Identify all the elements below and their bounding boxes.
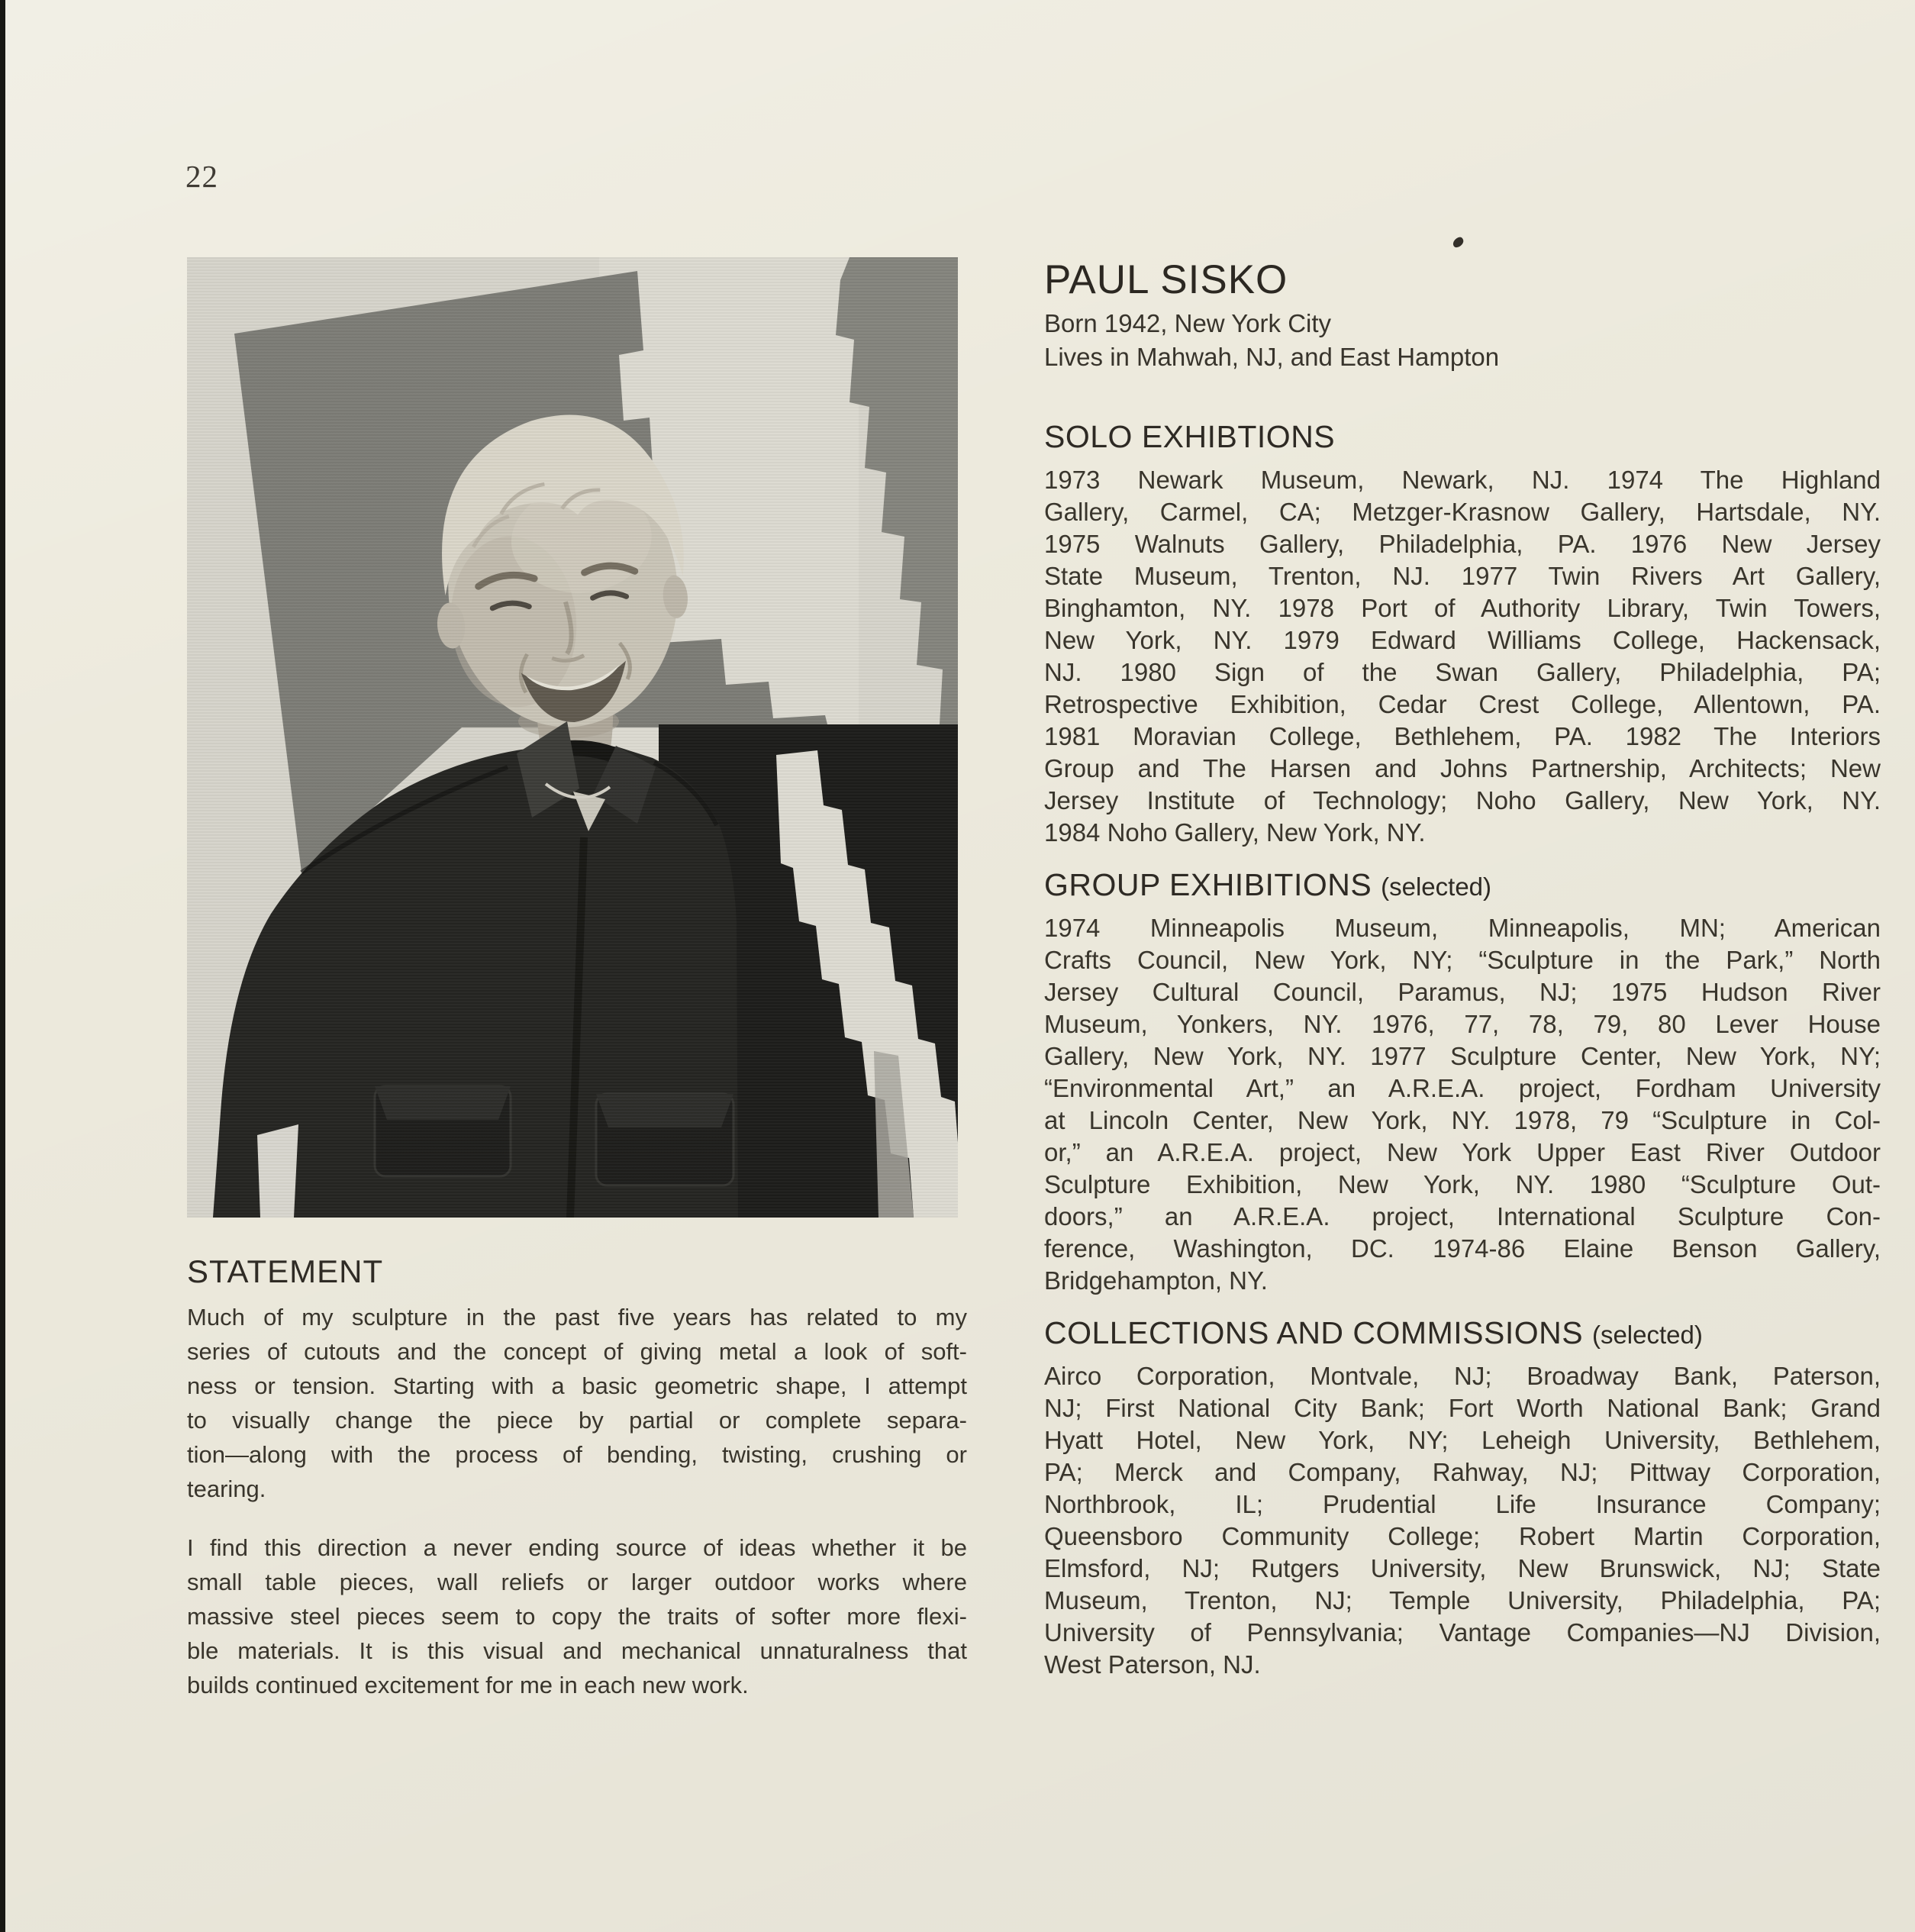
text-line: “Environmental Art,” an A.R.E.A. project, Fordham University (1044, 1074, 1881, 1102)
group-exhibitions-section (1044, 866, 1881, 1297)
statement-paragraph (187, 1530, 967, 1702)
solo-exhibitions-text (1044, 464, 1881, 849)
text-line: Much of my sculpture in the past five years has related to my (187, 1304, 967, 1330)
text-line: Elmsford, NJ; Rutgers University, New Brunswick, NJ; State (1044, 1554, 1881, 1582)
statement-heading: STATEMENT (187, 1253, 384, 1289)
text-line: New York, NY. 1979 Edward Williams College, Hackensack, (1044, 626, 1881, 654)
collections-commissions-section (1044, 1314, 1881, 1681)
text-line: tion—along with the process of bending, twisting, crushing or (187, 1441, 967, 1468)
text-line: Airco Corporation, Montvale, NJ; Broadway Bank, Paterson, (1044, 1362, 1881, 1390)
portrait-photo (187, 257, 958, 1218)
artist-lives: Lives in Mahwah, NJ, and East Hampton (1044, 343, 1500, 371)
text-line: Hyatt Hotel, New York, NY; Leheigh University, Bethlehem, (1044, 1426, 1881, 1454)
statement-section (187, 1253, 967, 1702)
text-line: Binghamton, NY. 1978 Port of Authority Library, Twin Towers, (1044, 594, 1881, 622)
section-heading-text: GROUP EXHIBITIONS (1044, 867, 1372, 902)
text-line: Museum, Yonkers, NY. 1976, 77, 78, 79, 80 Lever House (1044, 1010, 1881, 1038)
text-line: ness or tension. Starting with a basic geometric shape, I attempt (187, 1372, 967, 1399)
text-line: NJ. 1980 Sign of the Swan Gallery, Philadelphia, PA; (1044, 658, 1881, 686)
text-line: PA; Merck and Company, Rahway, NJ; Pittway Corporation, (1044, 1458, 1881, 1486)
text-line: Crafts Council, New York, NY; “Sculpture in the Park,” North (1044, 946, 1881, 974)
text-line: or,” an A.R.E.A. project, New York Upper East River Outdoor (1044, 1138, 1881, 1166)
text-line: tearing. (187, 1476, 266, 1502)
artist-bio-column (1044, 258, 1881, 1681)
text-line: at Lincoln Center, New York, NY. 1978, 79 “Sculpture in Col- (1044, 1106, 1881, 1134)
text-line: Group and The Harsen and Johns Partnership, Architects; New (1044, 754, 1881, 782)
section-qualifier: (selected) (1381, 872, 1492, 901)
text-line: Northbrook, IL; Prudential Life Insurance Company; (1044, 1490, 1881, 1518)
page-number: 22 (185, 159, 218, 194)
text-line: 1973 Newark Museum, Newark, NJ. 1974 The Highland (1044, 466, 1881, 494)
text-line: 1974 Minneapolis Museum, Minneapolis, MN; American (1044, 914, 1881, 942)
ink-speck-artifact (1451, 236, 1465, 250)
portrait-photo-graphic (187, 257, 958, 1218)
text-line: Jersey Cultural Council, Paramus, NJ; 1975 Hudson River (1044, 978, 1881, 1006)
section-heading-text: COLLECTIONS AND COMMISSIONS (1044, 1315, 1584, 1350)
text-line: small table pieces, wall reliefs or larger outdoor works where (187, 1569, 967, 1595)
text-line: NJ; First National City Bank; Fort Worth National Bank; Grand (1044, 1394, 1881, 1422)
text-line: 1981 Moravian College, Bethlehem, PA. 1982 The Interiors (1044, 722, 1881, 750)
text-line: massive steel pieces seem to copy the traits of softer more flexi- (187, 1603, 967, 1630)
text-line: Museum, Trenton, NJ; Temple University, Philadelphia, PA; (1044, 1586, 1881, 1614)
group-exhibitions-heading (1044, 866, 1881, 905)
scan-edge-strip (0, 0, 5, 1932)
text-line: ble materials. It is this visual and mechanical unnaturalness that (187, 1637, 967, 1664)
text-line: State Museum, Trenton, NJ. 1977 Twin Rivers Art Gallery, (1044, 562, 1881, 590)
text-line: ference, Washington, DC. 1974-86 Elaine Benson Gallery, (1044, 1234, 1881, 1263)
text-line: Queensboro Community College; Robert Martin Corporation, (1044, 1522, 1881, 1550)
group-exhibitions-text (1044, 912, 1881, 1297)
text-line: I find this direction a never ending source of ideas whether it be (187, 1534, 967, 1561)
collections-commissions-heading (1044, 1314, 1881, 1353)
text-line: Jersey Institute of Technology; Noho Gallery, New York, NY. (1044, 786, 1881, 814)
text-line: Gallery, New York, NY. 1977 Sculpture Center, New York, NY; (1044, 1042, 1881, 1070)
text-line: series of cutouts and the concept of giving metal a look of soft- (187, 1338, 967, 1365)
text-line: builds continued excitement for me in each new work. (187, 1672, 749, 1698)
artist-name: PAUL SISKO (1044, 257, 1288, 302)
collections-commissions-text (1044, 1360, 1881, 1681)
text-line: West Paterson, NJ. (1044, 1650, 1261, 1679)
section-qualifier: (selected) (1591, 1321, 1703, 1349)
text-line: University of Pennsylvania; Vantage Companies—NJ Division, (1044, 1618, 1881, 1647)
text-line: Sculpture Exhibition, New York, NY. 1980 “Sculpture Out- (1044, 1170, 1881, 1198)
statement-paragraph (187, 1300, 967, 1506)
solo-exhibitions-section (1044, 418, 1881, 849)
text-line: 1984 Noho Gallery, New York, NY. (1044, 818, 1426, 847)
text-line: 1975 Walnuts Gallery, Philadelphia, PA. 1976 New Jersey (1044, 530, 1881, 558)
artist-born: Born 1942, New York City (1044, 309, 1332, 337)
section-heading-text: SOLO EXHIBTIONS (1044, 419, 1336, 454)
text-line: Gallery, Carmel, CA; Metzger-Krasnow Gallery, Hartsdale, NY. (1044, 498, 1881, 526)
text-line: doors,” an A.R.E.A. project, International Sculpture Con- (1044, 1202, 1881, 1230)
text-line: to visually change the piece by partial or complete separa- (187, 1407, 967, 1434)
solo-exhibitions-heading (1044, 418, 1881, 457)
text-line: Retrospective Exhibition, Cedar Crest College, Allentown, PA. (1044, 690, 1881, 718)
text-line: Bridgehampton, NY. (1044, 1266, 1268, 1295)
